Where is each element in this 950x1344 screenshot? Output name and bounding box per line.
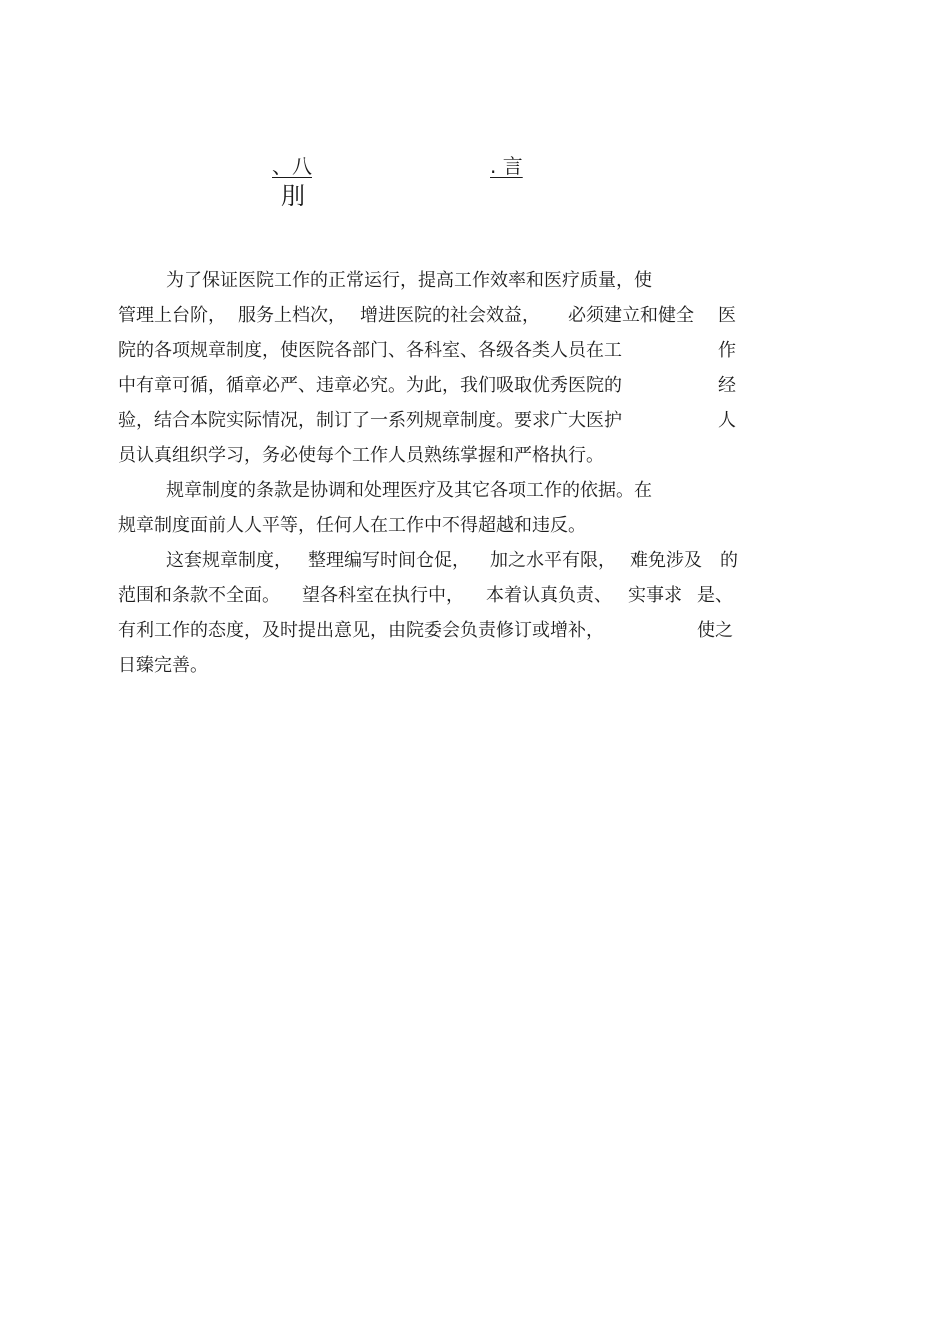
text-segment: 员认真组织学习，务必使每个工作人员熟练掌握和严格执行。 bbox=[118, 445, 604, 466]
text-segment: 人 bbox=[718, 410, 736, 431]
text-segment: 为了保证医院工作的正常运行，提高工作效率和医疗质量，使 bbox=[166, 270, 652, 291]
text-segment: 本着认真负责、 bbox=[486, 585, 612, 606]
text-segment: 作 bbox=[718, 340, 736, 361]
text-segment: 是、 bbox=[697, 585, 733, 606]
text-segment: 经 bbox=[718, 375, 736, 396]
paragraph-1-line-2 bbox=[0, 301, 950, 331]
text-segment: 院的各项规章制度，使医院各部门、各科室、各级各类人员在工 bbox=[118, 340, 622, 361]
text-segment: 医 bbox=[718, 305, 736, 326]
text-segment: 中有章可循，循章必严、违章必究。为此，我们吸取优秀医院的 bbox=[118, 375, 622, 396]
text-segment: 实事求 bbox=[628, 585, 682, 606]
text-segment: 难免涉及 bbox=[630, 550, 702, 571]
text-segment: 必须建立和健全 bbox=[568, 305, 694, 326]
title-fragment-c: 刖 bbox=[281, 182, 305, 210]
paragraph-3-line-4 bbox=[0, 651, 950, 681]
paragraph-1-line-4 bbox=[0, 371, 950, 401]
text-segment: 使之 bbox=[697, 620, 733, 641]
text-segment: 这套规章制度， bbox=[166, 550, 292, 571]
text-segment: 规章制度的条款是协调和处理医疗及其它各项工作的依据。在 bbox=[166, 480, 652, 501]
text-segment: 日臻完善。 bbox=[118, 655, 208, 676]
paragraph-1-line-6 bbox=[0, 441, 950, 471]
text-segment: 整理编写时间仓促， bbox=[308, 550, 470, 571]
paragraph-2-line-1 bbox=[0, 476, 950, 506]
text-segment: 的 bbox=[720, 550, 738, 571]
text-segment: 管理上台阶， bbox=[118, 305, 226, 326]
paragraph-2-line-2 bbox=[0, 511, 950, 541]
title-fragment-a: 、八 bbox=[272, 154, 312, 178]
text-segment: 加之水平有限， bbox=[490, 550, 616, 571]
paragraph-3-line-2 bbox=[0, 581, 950, 611]
paragraph-1-line-1 bbox=[0, 266, 950, 296]
text-segment: 望各科室在执行中， bbox=[302, 585, 464, 606]
paragraph-1-line-5 bbox=[0, 406, 950, 436]
text-segment: 增进医院的社会效益， bbox=[360, 305, 540, 326]
paragraph-3-line-1 bbox=[0, 546, 950, 576]
title-fragment-b: . 言 bbox=[490, 154, 523, 178]
text-segment: 规章制度面前人人平等，任何人在工作中不得超越和违反。 bbox=[118, 515, 586, 536]
paragraph-3-line-3 bbox=[0, 616, 950, 646]
text-segment: 有利工作的态度，及时提出意见，由院委会负责修订或增补， bbox=[118, 620, 604, 641]
text-segment: 验，结合本院实际情况，制订了一系列规章制度。要求广大医护 bbox=[118, 410, 622, 431]
text-segment: 范围和条款不全面。 bbox=[118, 585, 280, 606]
text-segment: 服务上档次， bbox=[238, 305, 346, 326]
paragraph-1-line-3 bbox=[0, 336, 950, 366]
